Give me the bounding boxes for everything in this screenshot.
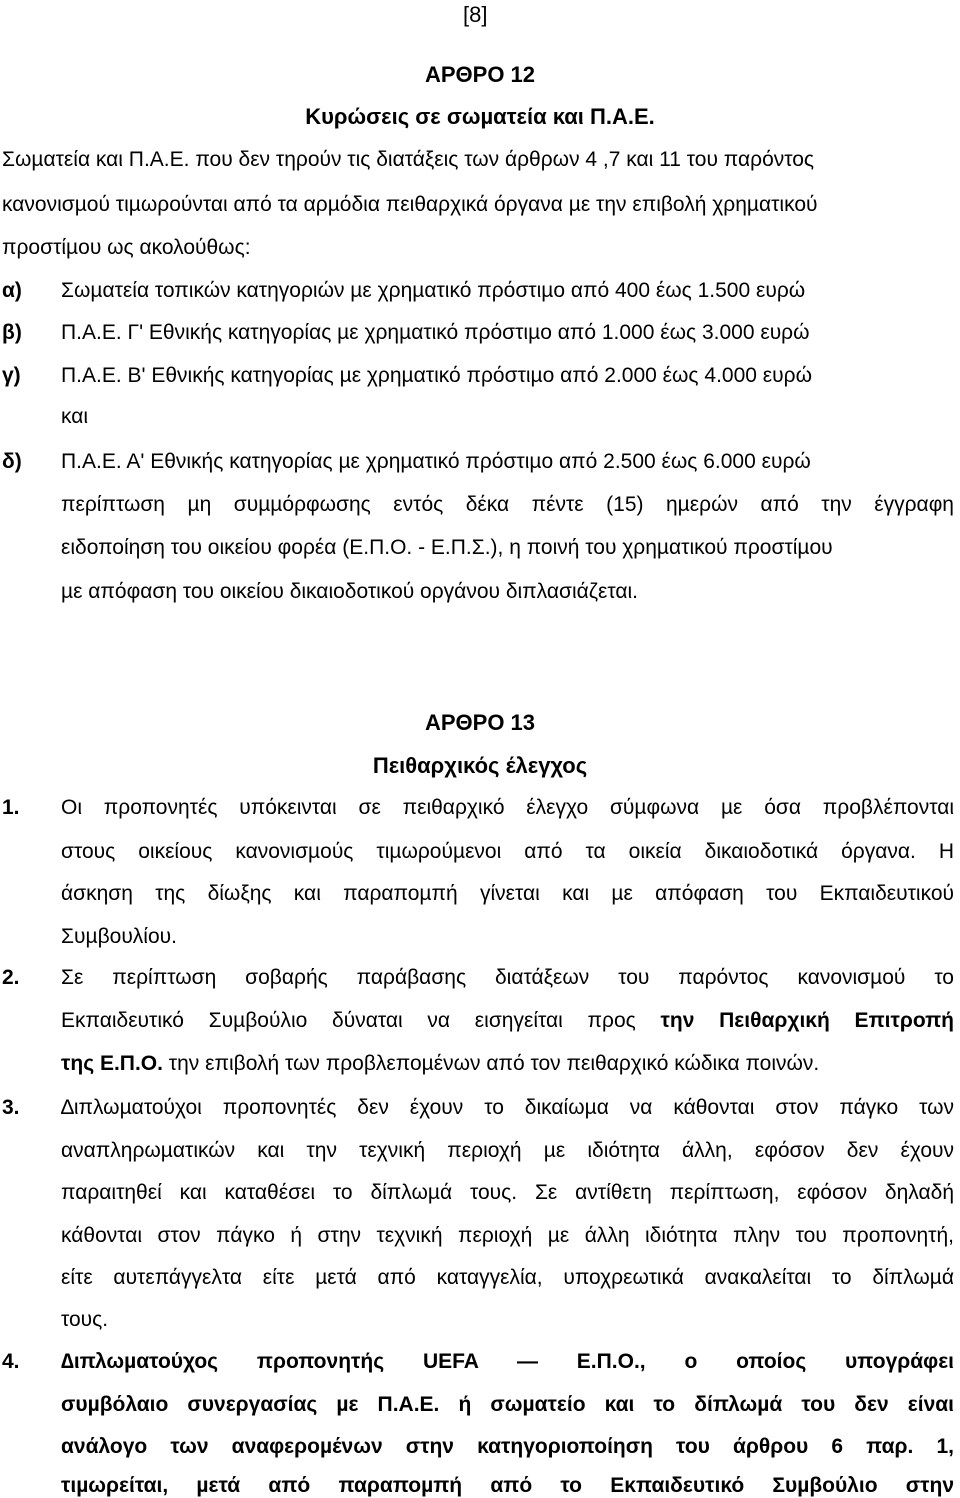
article-12-title: Κυρώσεις σε σωµατεία και Π.Α.Ε. <box>305 104 655 129</box>
paragraph-number: 3. <box>2 1096 20 1119</box>
bold-run: της Ε.Π.Ο. <box>61 1052 163 1075</box>
paragraph-line: ∆ιπλωµατούχοι προπονητές δεν έχουν το δικαίωµα να κάθονται στον πάγκο των <box>61 1096 954 1119</box>
paragraph-number: 2. <box>2 966 20 989</box>
paragraph-line: Συµβουλίου. <box>61 925 177 948</box>
paragraph-line: παραιτηθεί και καταθέσει το δίπλωµά τους. Σε αντίθετη περίπτωση, εφόσον δηλαδή <box>61 1181 954 1204</box>
paragraph-line: συµβόλαιο συνεργασίας µε Π.Α.Ε. ή σωµατείο και το δίπλωµά του δεν είναι <box>61 1393 954 1416</box>
list-item-label: α) <box>2 279 22 302</box>
closing-line: ειδοποίηση του οικείου φορέα (Ε.Π.Ο. - Ε.Π.Σ.), η ποινή του χρηµατικού προστίµου <box>61 536 833 559</box>
text-run: την επιβολή των προβλεποµένων από τον πειθαρχικό κώδικα ποινών. <box>162 1052 820 1075</box>
list-item-text: Π.Α.Ε. Γ' Εθνικής κατηγορίας µε χρηµατικό πρόστιµο από 1.000 έως 3.000 ευρώ <box>61 321 810 344</box>
article-12-heading: ΑΡΘΡΟ 12 <box>424 62 536 87</box>
paragraph-line <box>61 1009 954 1033</box>
text-run: Εκπαιδευτικό Συµβούλιο δύναται να εισηγείται προς <box>61 1009 661 1032</box>
paragraph-number: 4. <box>2 1350 20 1373</box>
list-item-label: δ) <box>2 450 22 473</box>
paragraph-line: Οι προπονητές υπόκεινται σε πειθαρχικό έλεγχο σύµφωνα µε όσα προβλέπονται <box>61 796 954 819</box>
article-13-title: Πειθαρχικός έλεγχος <box>372 753 588 778</box>
bold-run: την Πειθαρχική Επιτροπή <box>660 1009 954 1032</box>
paragraph-line: Σε περίπτωση σοβαρής παράβασης διατάξεων του παρόντος κανονισµού το <box>61 966 954 989</box>
list-item-text: Π.Α.Ε. Β' Εθνικής κατηγορίας µε χρηµατικό πρόστιµο από 2.000 έως 4.000 ευρώ <box>61 364 812 387</box>
list-item-label: β) <box>2 321 22 344</box>
list-item-text: Π.Α.Ε. Α' Εθνικής κατηγορίας µε χρηµατικό πρόστιµο από 2.500 έως 6.000 ευρώ <box>61 450 811 473</box>
paragraph-line: ανάλογο των αναφεροµένων στην κατηγοριοποίηση του άρθρου 6 παρ. 1, <box>61 1435 954 1458</box>
list-item-text: Σωµατεία τοπικών κατηγοριών µε χρηµατικό πρόστιµο από 400 έως 1.500 ευρώ <box>61 279 806 302</box>
paragraph-line: τους. <box>61 1308 109 1331</box>
paragraph-line: είτε αυτεπάγγελτα είτε µετά από καταγγελία, υποχρεωτικά ανακαλείται το δίπλωµά <box>61 1266 954 1289</box>
list-item-label: γ) <box>2 364 21 387</box>
closing-line: περίπτωση µη συµµόρφωσης εντός δέκα πέντε (15) ηµερών από την έγγραφη <box>61 493 954 516</box>
list-item-text: και <box>61 405 89 428</box>
intro-line: Σωµατεία και Π.Α.Ε. που δεν τηρούν τις διατάξεις των άρθρων 4 ,7 και 11 του παρόντος <box>2 148 815 171</box>
paragraph-number: 1. <box>2 796 20 819</box>
closing-line: µε απόφαση του οικείου δικαιοδοτικού οργάνου διπλασιάζεται. <box>61 580 639 603</box>
paragraph-line: αναπληρωµατικών και την τεχνική περιοχή µε ιδιότητα άλλη, εφόσον δεν έχουν <box>61 1139 954 1162</box>
intro-line: κανονισµού τιµωρούνται από τα αρµόδια πειθαρχικά όργανα µε την επιβολή χρηµατικού <box>2 193 818 216</box>
paragraph-line: τιµωρείται, µετά από παραποµπή από το Εκπαιδευτικό Συµβούλιο στην <box>61 1474 954 1497</box>
paragraph-line: στους οικείους κανονισµούς τιµωρούµενοι από τα οικεία δικαιοδοτικά όργανα. Η <box>61 840 954 863</box>
paragraph-line <box>61 1052 819 1076</box>
paragraph-line: ∆ιπλωµατούχος προπονητής UEFA — Ε.Π.Ο., ο οποίος υπογράφει <box>61 1350 954 1373</box>
paragraph-line: κάθονται στον πάγκο ή στην τεχνική περιοχή µε άλλη ιδιότητα πλην του προπονητή, <box>61 1224 954 1247</box>
intro-line: προστίµου ως ακολούθως: <box>2 236 251 259</box>
page-number: [8] <box>463 2 488 27</box>
paragraph-line: άσκηση της δίωξης και παραποµπή γίνεται και µε απόφαση του Εκπαιδευτικού <box>61 882 954 905</box>
article-13-heading: ΑΡΘΡΟ 13 <box>424 710 536 735</box>
